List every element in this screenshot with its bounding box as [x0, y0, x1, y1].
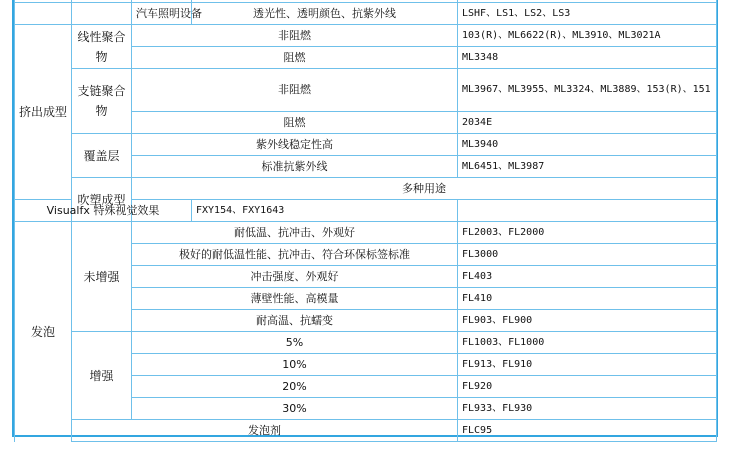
desc-cell: 标准抗紫外线 [132, 156, 458, 178]
desc-cell: 5% [132, 332, 458, 354]
application-cell: 汽车照明设备 [132, 3, 192, 25]
grade-cell: ML3967、ML3955、ML3324、ML3889、153(R)、151 [458, 69, 717, 112]
table-row [15, 134, 717, 156]
table-row [15, 178, 717, 200]
grade-cell: ML3348 [458, 47, 717, 69]
desc-cell: 非阻燃 [132, 25, 458, 47]
grade-cell: FL2003、FL2000 [458, 222, 717, 244]
table-row [15, 69, 717, 112]
group-blow: 吹塑成型 [72, 178, 132, 222]
desc-cell: 薄壁性能、高模量 [132, 288, 458, 310]
grade-cell: FL903、FL900 [458, 310, 717, 332]
grade-cell: FL410 [458, 288, 717, 310]
desc-cell: 10% [132, 354, 458, 376]
grade-cell: ML3940 [458, 134, 717, 156]
desc-cell: 20% [132, 376, 458, 398]
grade-cell: 103(R)、ML6622(R)、ML3910、ML3021A [458, 25, 717, 47]
desc-cell: 阻燃 [132, 47, 458, 69]
grade-cell: FL933、FL930 [458, 398, 717, 420]
desc-cell: 发泡剂 [72, 420, 458, 442]
feature-cell: 透光性、透明颜色、抗紫外线 [192, 3, 458, 25]
desc-cell: 30% [132, 398, 458, 420]
desc-cell: 冲击强度、外观好 [132, 266, 458, 288]
table-row [15, 222, 717, 244]
desc-cell: 非阻燃 [132, 69, 458, 112]
grade-cell: FL1003、FL1000 [458, 332, 717, 354]
grade-cell: FL403 [458, 266, 717, 288]
group-foam: 发泡 [15, 222, 72, 442]
desc-cell: 紫外线稳定性高 [132, 134, 458, 156]
desc-cell: 阻燃 [132, 112, 458, 134]
subgroup-unreinforced: 未增强 [72, 222, 132, 332]
subgroup-branched: 支链聚合物 [72, 69, 132, 134]
group-extrusion: 挤出成型 [15, 25, 72, 200]
grade-cell: LSHF、LS1、LS2、LS3 [458, 3, 717, 25]
subgroup-cover: 覆盖层 [72, 134, 132, 178]
table-row [15, 420, 717, 442]
grade-cell: FLC95 [458, 420, 717, 442]
desc-cell: 耐高温、抗蠕变 [132, 310, 458, 332]
grade-cell: FXY154、FXY1643 [192, 200, 458, 222]
desc-cell: 极好的耐低温性能、抗冲击、符合环保标签标准 [132, 244, 458, 266]
desc-cell: Visualfx 特殊视觉效果 [15, 200, 192, 222]
table-row [15, 3, 717, 25]
table-row [15, 25, 717, 47]
table-row [15, 332, 717, 354]
product-table [14, 0, 717, 442]
grade-cell: FL3000 [458, 244, 717, 266]
desc-cell: 多种用途 [132, 178, 717, 200]
grade-cell: 2034E [458, 112, 717, 134]
table-row [15, 200, 717, 222]
subgroup-reinforced: 增强 [72, 332, 132, 420]
grade-cell: FL920 [458, 376, 717, 398]
grade-cell: FL913、FL910 [458, 354, 717, 376]
subgroup-linear: 线性聚合物 [72, 25, 132, 69]
desc-cell: 耐低温、抗冲击、外观好 [132, 222, 458, 244]
grade-cell: ML6451、ML3987 [458, 156, 717, 178]
